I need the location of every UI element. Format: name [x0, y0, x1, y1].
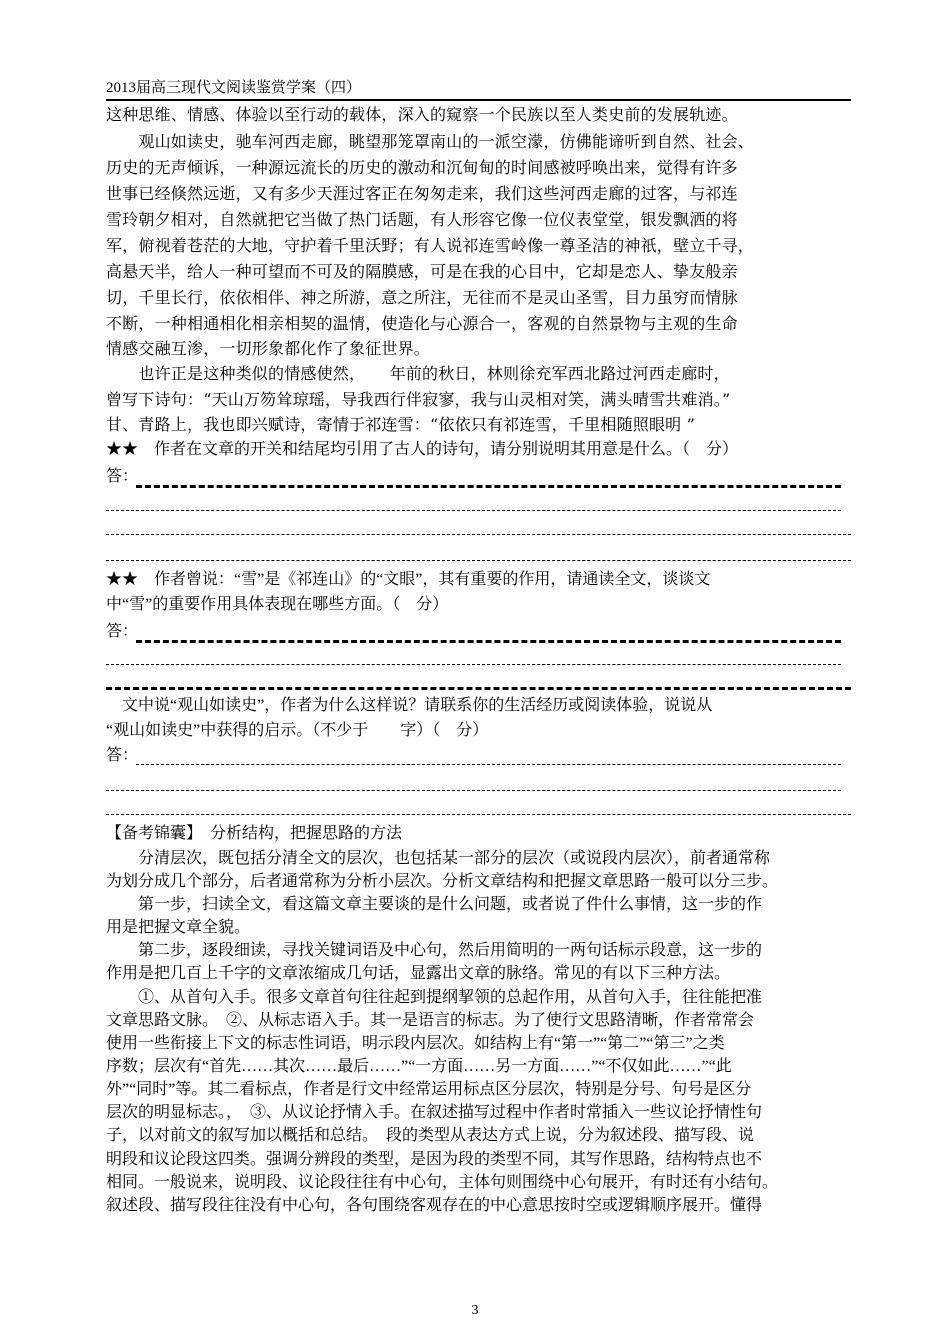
passage-line: 不断，一种相通相化相亲相契的温情，使造化与心源合一，客观的自然景物与主观的生命 — [106, 314, 738, 333]
tips-line: 为划分成几个部分，后者通常称为分析小层次。分析文章结构和把握文章思路一般可以分三步。 — [106, 873, 779, 890]
answer-line[interactable] — [106, 534, 851, 535]
tips-line: 分清层次，既包括分清全文的层次，也包括某一部分的层次（或说段内层次），前者通常称 — [106, 850, 771, 867]
tips-line: 作用是把几百上千字的文章浓缩成几句话，显露出文章的脉络。常见的有以下三种方法。 — [106, 965, 731, 982]
answer-line[interactable] — [136, 764, 841, 765]
answer-label: 答： — [106, 623, 139, 640]
passage-line: 曾写下诗句：“天山万笏耸琼瑶，导我西行伴寂寥，我与山灵相对笑，满头晴雪共难消。” — [106, 390, 731, 409]
page-header-title: 2013届高三现代文阅读鉴赏学案（四） — [106, 80, 362, 96]
question-text: ★★ 作者在文章的开关和结尾均引用了古人的诗句，请分别说明其用意是什么。（ 分） — [106, 441, 739, 458]
answer-label: 答： — [106, 468, 139, 485]
passage-line: 世事已经倏然远逝，又有多少天涯过客正在匆匆走来，我们这些河西走廊的过客，与祁连 — [106, 184, 738, 203]
tips-line: 外”“同时”等。其二看标点，作者是行文中经常运用标点区分层次，特别是分号、句号是区分 — [106, 1081, 752, 1098]
passage-line: 军，俯视着苍茫的大地，守护着千里沃野；有人说祁连雪岭像一尊圣洁的神祇，壁立千寻， — [106, 236, 755, 255]
question-text: 中“雪”的重要作用具体表现在哪些方面。（ 分） — [106, 596, 449, 613]
tips-line: 文章思路文脉。 ②、从标志语入手。其一是语言的标志。为了使行文思路清晰，作者常常会 — [106, 1012, 755, 1029]
passage-line: 雪玲朝夕相对，自然就把它当做了热门话题，有人形容它像一位仪表堂堂，银发飘洒的将 — [106, 210, 738, 229]
passage-line: 历史的无声倾诉，一种源远流长的历史的激动和沉甸甸的时间感被呼唤出来，觉得有许多 — [106, 158, 738, 177]
answer-label: 答： — [106, 747, 139, 764]
question-text: “观山如读史”中获得的启示。（不少于 字）（ 分） — [106, 722, 489, 739]
tips-line: 叙述段、描写段往往没有中心句，各句围绕客观存在的中心意思按时空或逻辑顺序展开。懂得 — [106, 1197, 763, 1214]
tips-line: ①、从首句入手。很多文章首句往往起到提纲挈领的总起作用，从首句入手，往往能把准 — [106, 989, 763, 1006]
tips-line: 子，以对前文的叙写加以概括和总结。 段的类型从表达方式上说，分为叙述段、描写段、说 — [106, 1127, 755, 1144]
answer-line[interactable] — [136, 485, 841, 488]
answer-line[interactable] — [106, 814, 851, 815]
tips-line: 第一步，扫读全文，看这篇文章主要谈的是什么问题，或者说了件什么事情，这一步的作 — [106, 896, 763, 913]
page-number: 3 — [471, 1303, 479, 1318]
tips-line: 相同。一般说来，说明段、议论段往往有中心句，主体句则围绕中心句展开，有时还有小结句。 — [106, 1174, 779, 1191]
passage-line: 也许正是这种类似的情感使然， 年前的秋日，林则徐充军西北路过河西走廊时， — [106, 364, 730, 383]
answer-line[interactable] — [106, 664, 841, 665]
passage-line: 高悬天半，给人一种可望而不可及的隔膜感，可是在我的心目中，它却是恋人、挚友般亲 — [106, 262, 738, 281]
answer-line[interactable] — [106, 790, 841, 791]
answer-line[interactable] — [106, 510, 841, 511]
tips-line: 序数；层次有“首先……其次……最后……”“一方面……另一方面……”“不仅如此……”“此 — [106, 1058, 732, 1075]
passage-line: 观山如读史，驰车河西走廊，眺望那笼罩南山的一派空濛，仿佛能谛听到自然、社会、 — [106, 132, 755, 151]
passage-line: 甘、青路上，我也即兴赋诗，寄情于祁连雪：“依依只有祁连雪，千里相随照眼明 ” — [106, 415, 696, 434]
tips-heading: 【备考锦囊】 分析结构，把握思路的方法 — [106, 825, 403, 842]
passage-line: 切，千里长行，依依相伴、神之所游，意之所注，无往而不是灵山圣雪，目力虽穷而情脉 — [106, 288, 738, 307]
tips-line: 明段和议论段这四类。强调分辨段的类型，是因为段的类型不同，其写作思路，结构特点也不 — [106, 1151, 763, 1168]
answer-line[interactable] — [106, 560, 851, 561]
answer-line[interactable] — [106, 687, 851, 690]
question-text: 文中说“观山如读史”，作者为什么这样说？请联系你的生活经历或阅读体验，说说从 — [106, 697, 713, 714]
header-divider — [106, 99, 851, 101]
tips-line: 第二步，逐段细读，寻找关键词语及中心句，然后用简明的一两句话标示段意，这一步的 — [106, 942, 763, 959]
tips-line: 层次的明显标志。， ③、从议论抒情入手。在叙述描写过程中作者时常插入一些议论抒情性句 — [106, 1104, 763, 1121]
passage-line: 情感交融互渗，一切形象都化作了象征世界。 — [106, 339, 431, 358]
passage-line: 这种思维、情感、体验以至行动的载体，深入的窥察一个民族以至人类史前的发展轨迹。 — [106, 105, 738, 124]
tips-line: 用是把握文章全貌。 — [106, 919, 251, 936]
question-text: ★★ 作者曾说：“雪”是《祁连山》的“文眼”，其有重要的作用，请通读全文，谈谈文 — [106, 571, 711, 588]
tips-line: 使用一些衔接上下文的标志性词语，明示段内层次。如结构上有“第一”“第二”“第三”之类 — [106, 1035, 725, 1052]
answer-line[interactable] — [136, 640, 841, 643]
